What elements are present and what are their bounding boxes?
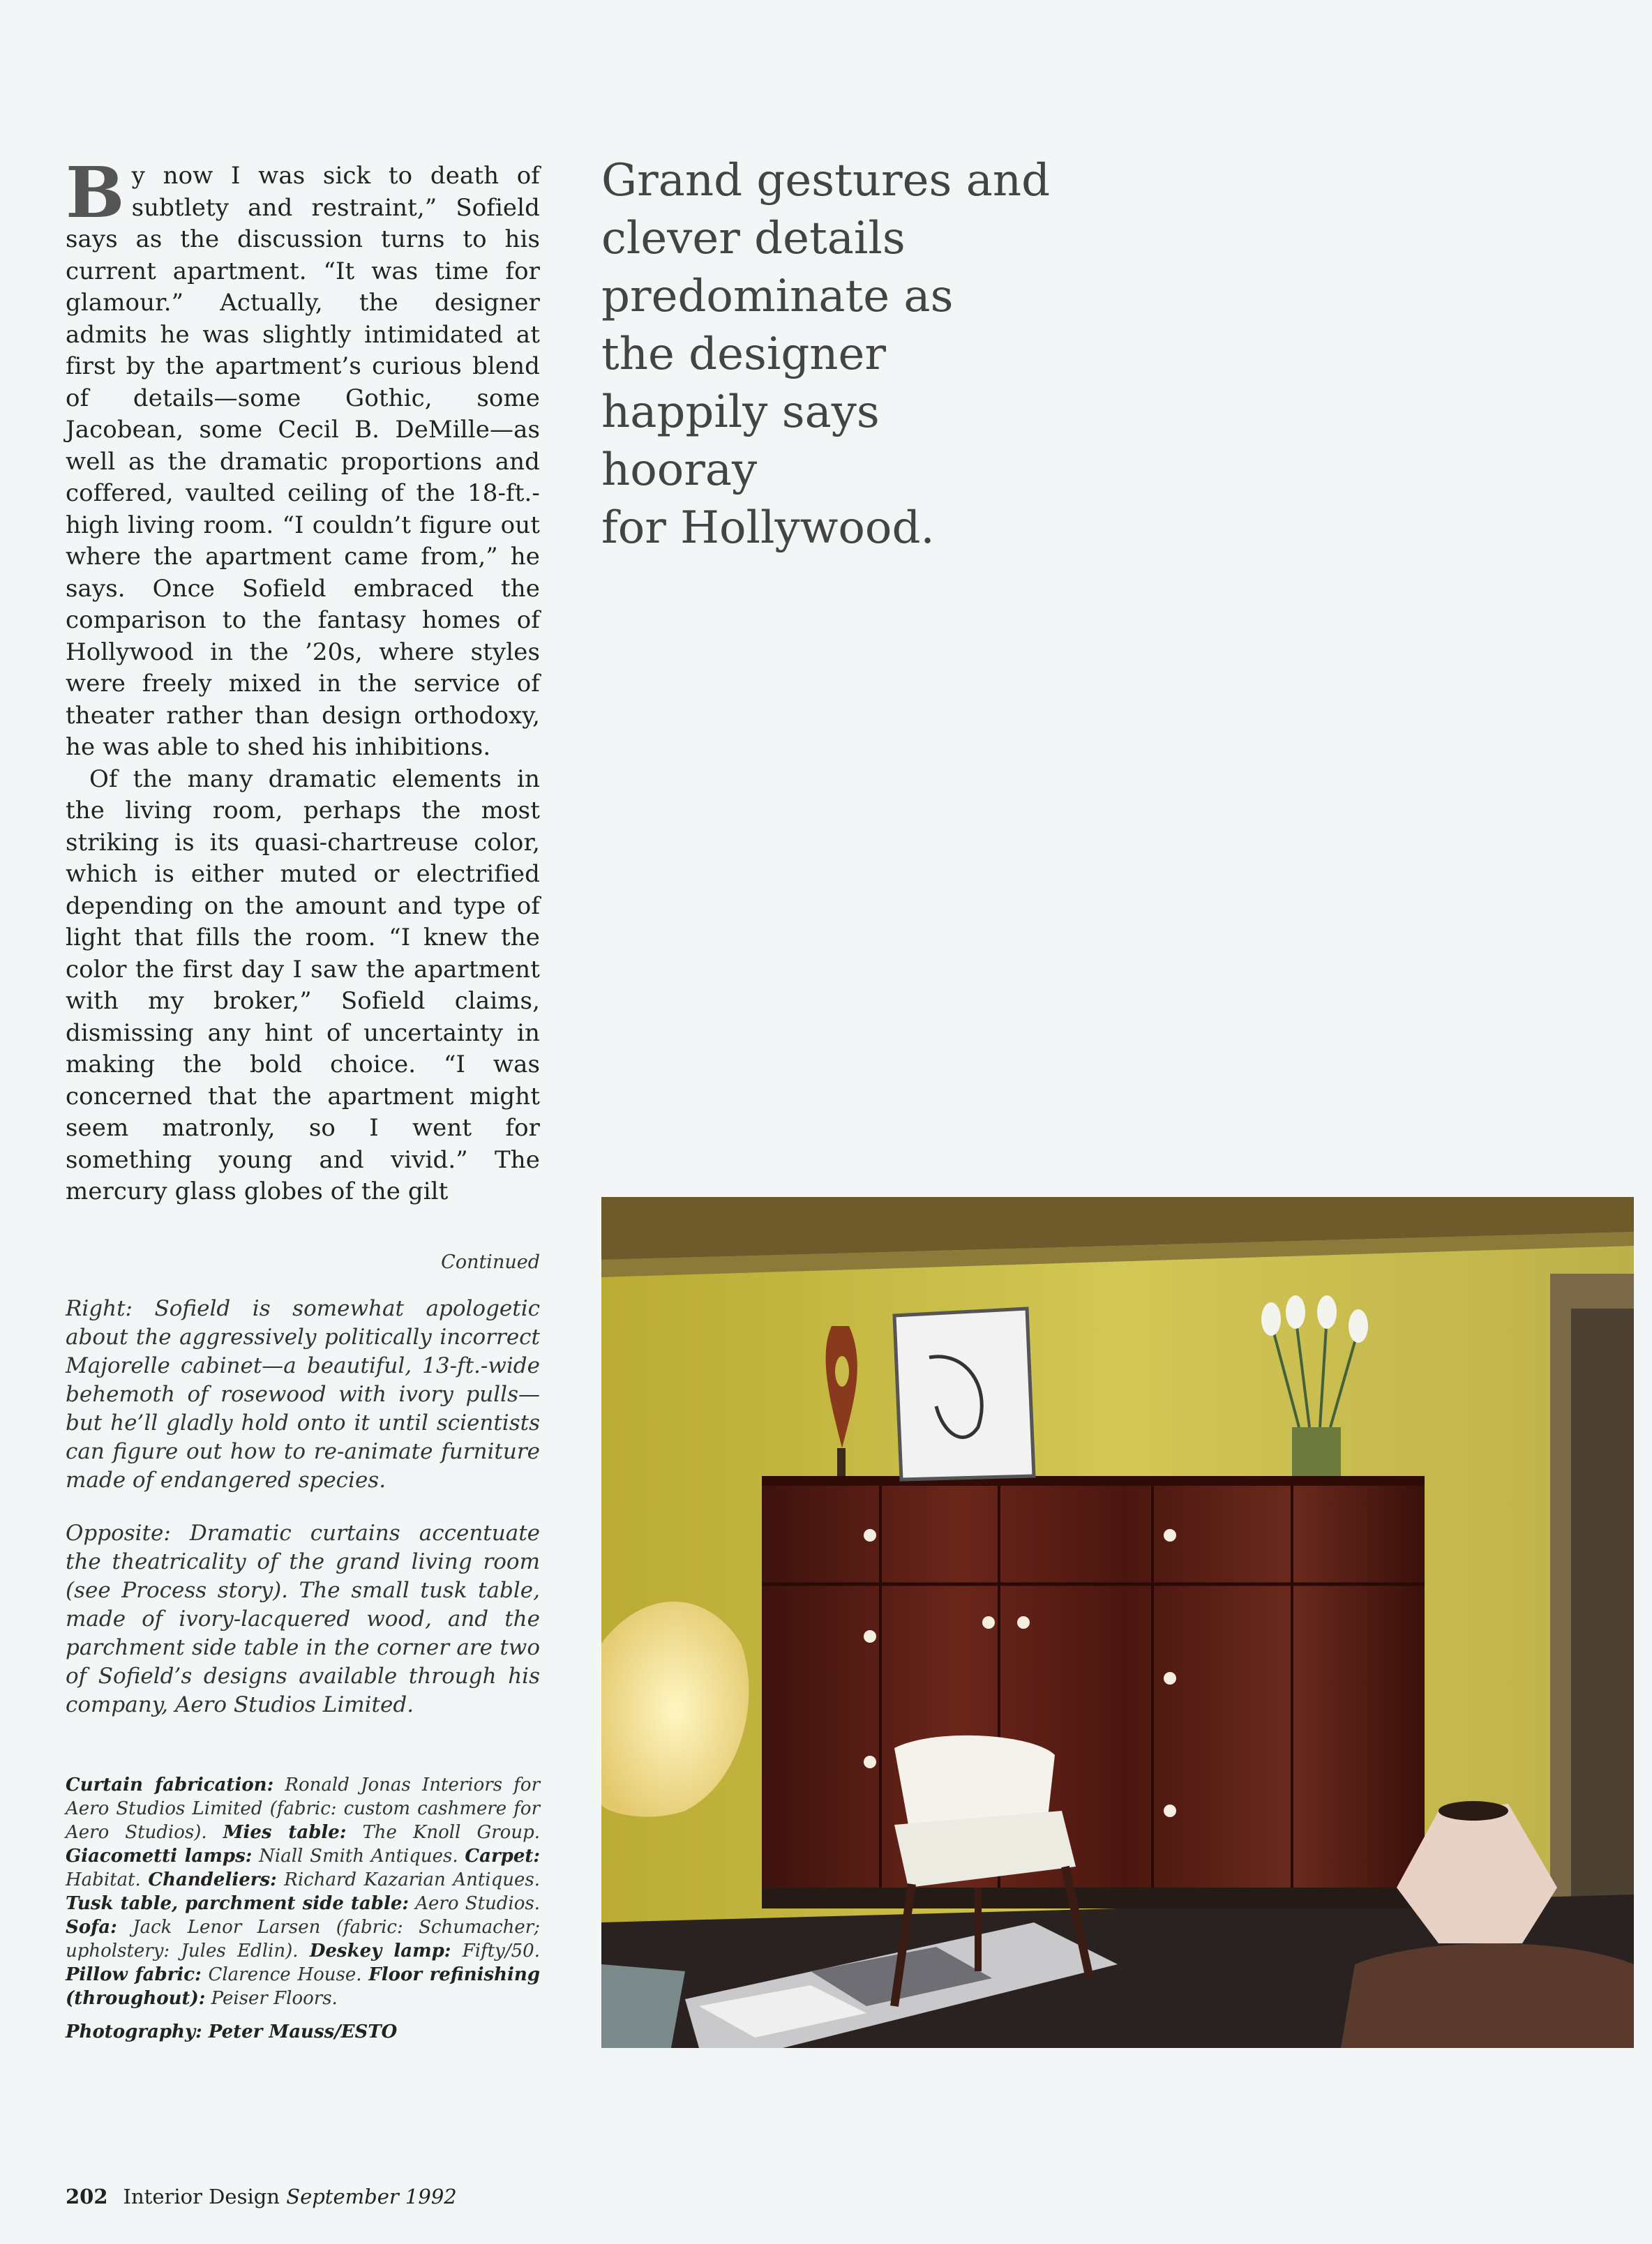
credit-label: Carpet:	[465, 1846, 540, 1867]
issue-date: September 1992	[286, 2185, 457, 2208]
pull-quote-line: the designer	[601, 329, 886, 380]
credit-text: Habitat.	[66, 1869, 149, 1890]
credit-label: Deskey lamp:	[309, 1941, 451, 1961]
credit-text: Fifty/50.	[451, 1941, 540, 1961]
credit-text: Niall Smith Antiques.	[252, 1846, 465, 1867]
publication-name: Interior Design	[123, 2185, 280, 2208]
credit-text: Ronald Jonas Interiors for Aero Studios Limited (fabric: custom cashmere for Aero Studios).	[66, 1775, 540, 1843]
page-number: 202	[66, 2185, 108, 2208]
credit-label: Floor refinishing (throughout):	[66, 1964, 540, 2009]
page-footer	[66, 2185, 457, 2208]
pull-quote-line: hooray	[601, 444, 758, 496]
credit-label: Pillow fabric:	[66, 1964, 202, 1985]
photo-illustration	[601, 1197, 1634, 2048]
credit-text: Peiser Floors.	[205, 1988, 338, 2009]
credit-label: Chandeliers:	[148, 1869, 277, 1890]
credit-label: Mies table:	[223, 1822, 347, 1843]
pull-quote-line: for Hollywood.	[601, 502, 935, 554]
pull-quote	[601, 152, 1090, 557]
credit-label: Curtain fabrication:	[66, 1775, 274, 1795]
article-body	[66, 151, 540, 1208]
credits	[66, 1773, 540, 2010]
credit-text: Richard Kazarian Antiques.	[276, 1869, 540, 1890]
paragraph-1	[66, 151, 540, 764]
living-room-photo	[601, 1197, 1634, 2048]
pull-quote-line: clever details	[601, 213, 906, 264]
paragraph-1-text: y now I was sick to death of subtlety and restraint,” Sofield says as the discussion turns to his current apartment. “It was time for glamour.” Actually, the designer admits he was slightly intimidated at first by the apartment’s curious blend of details—some Gothic, some Jacobean, some Cecil B. DeMille—as well as the dramatic proportions and coffered, vaulted ceiling of the 18-ft.-high living room. “I couldn’t figure out where the apartment came from,” he says. Once Sofield embraced the comparison to the fantasy homes of Hollywood in the ’20s, where styles were freely mixed in the service of theater rather than design orthodoxy, he was able to shed his inhibitions.	[66, 162, 540, 761]
credit-label: Tusk table, parchment side table:	[66, 1893, 409, 1914]
continued-label: Continued	[441, 1251, 540, 1273]
pull-quote-line: Grand gestures and	[601, 155, 1051, 206]
credit-text: Jack Lenor Larsen (fabric: Schumacher; upholstery: Jules Edlin).	[66, 1917, 540, 1961]
credit-text: Clarence House.	[201, 1964, 369, 1985]
credit-text: The Knoll Group.	[346, 1822, 540, 1843]
credit-label: Sofa:	[66, 1917, 117, 1938]
photo-credit: Photography: Peter Mauss/ESTO	[66, 2021, 398, 2042]
credit-text: Aero Studios.	[408, 1893, 540, 1914]
paragraph-2: Of the many dramatic elements in the living room, perhaps the most striking is its quasi-chartreuse color, which is either muted or electrified depending on the amount and type of light that fills the room. “I knew the color the first day I saw the apartment with my broker,” Sofield claims, dismissing any hint of uncertainty in making the bold choice. “I was concerned that the apartment might seem matronly, so I went for something young and vivid.” The mercury glass globes of the gilt	[66, 765, 540, 1205]
drop-cap: B	[66, 151, 125, 234]
credit-label: Giacometti lamps:	[66, 1846, 253, 1867]
pull-quote-line: predominate as	[601, 271, 954, 322]
pull-quote-line: happily says	[601, 386, 880, 438]
caption-opposite: Opposite: Dramatic curtains accentuate the theatricality of the grand living room (see Process story). The small tusk table, made of ivory-lacquered wood, and the parchment side table in the corner are two of Sofield’s designs available through his company, Aero Studios Limited.	[66, 1521, 540, 1717]
caption-right: Right: Sofield is somewhat apologetic about the aggressively politically incorrect Majorelle cabinet—a beautiful, 13-ft.-wide behemoth of rosewood with ivory pulls—but he’ll gladly hold onto it until scientists can figure out how to re-animate furniture made of endangered species.	[66, 1296, 540, 1493]
